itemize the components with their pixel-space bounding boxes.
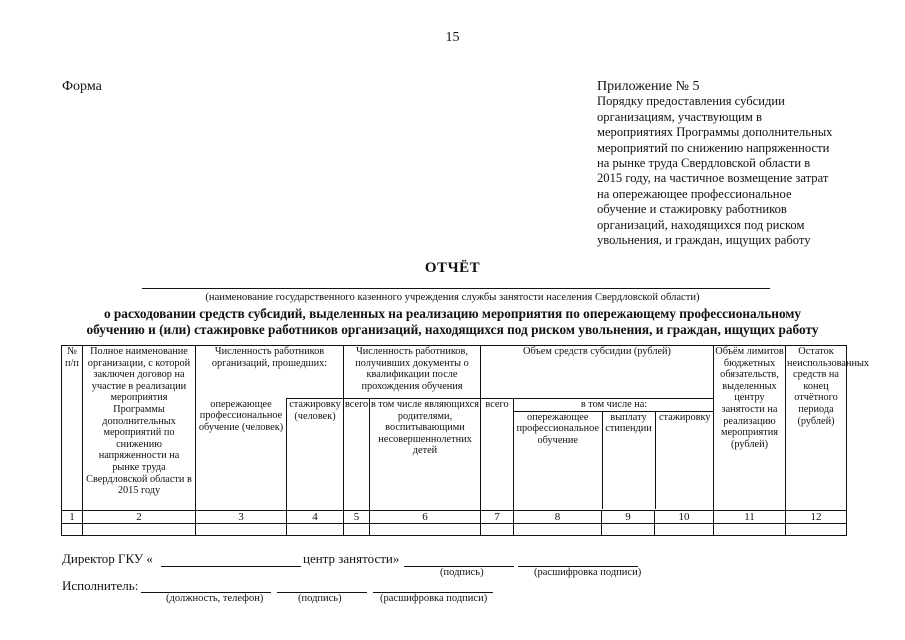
org-name-field-line: [142, 288, 770, 289]
column-number: 1: [62, 511, 83, 524]
column-number: 4: [287, 511, 344, 524]
empty-cell: [370, 524, 481, 536]
appendix-line: обучение и стажировку работников: [597, 202, 787, 217]
appendix-line: организациям, участвующим в: [597, 109, 762, 124]
appendix-line: на рынке труда Свердловской области в: [597, 156, 811, 171]
column-number: 5: [344, 511, 370, 524]
director-signature-caption: (подпись): [440, 567, 484, 578]
column-number: 6: [370, 511, 481, 524]
empty-cell: [514, 524, 602, 536]
appendix-title: Приложение № 5: [597, 79, 700, 94]
appendix-line: мероприятий по снижению напряженности: [597, 140, 830, 155]
director-decoding-caption: (расшифровка подписи): [534, 567, 642, 578]
executor-position-caption: (должность, телефон): [166, 593, 264, 604]
appendix-line: мероприятиях Программы дополнительных: [597, 125, 833, 140]
column-number: 9: [602, 511, 655, 524]
form-label: Форма: [62, 79, 102, 94]
page-number: 15: [445, 30, 460, 45]
header-amount-including: в том числе на:: [514, 399, 714, 411]
empty-cell: [602, 524, 655, 536]
executor-signature-caption: (подпись): [298, 593, 342, 604]
column-number: 11: [714, 511, 786, 524]
empty-cell: [287, 524, 344, 536]
empty-cell: [655, 524, 714, 536]
appendix-line: на опережающее профессиональное: [597, 186, 792, 201]
header-amount-training: опережающее профессиональное обучение: [514, 411, 602, 509]
column-number: 3: [196, 511, 287, 524]
table-row: [62, 524, 847, 536]
empty-cell: [62, 524, 83, 536]
header-subsidy-amount: Объем средств субсидии (рублей): [481, 346, 714, 399]
header-amount-total: всего: [481, 399, 514, 511]
report-table: [61, 345, 870, 536]
director-center-label: центр занятости»: [303, 551, 400, 566]
header-amount-internship: стажировку: [658, 411, 711, 423]
appendix-line: увольнения, и граждан, ищущих работу: [597, 233, 811, 248]
empty-cell: [714, 524, 786, 536]
empty-cell: [786, 524, 847, 536]
header-workers-trained: Численность работников организаций, прошедших:: [196, 346, 344, 399]
header-organization: Полное наименование организации, с которой заключен договор на участие в реализации мероприятия Программы дополнительных мероприятий по снижению напряженности на рынке труда Свердловской области в 2015 году: [83, 346, 196, 511]
column-number: 12: [786, 511, 847, 524]
header-docs-parents: в том числе являющихся родителями, воспитывающими несовершеннолетних детей: [370, 399, 481, 511]
column-number: 8: [514, 511, 602, 524]
subtitle-line: о расходовании средств субсидий, выделенных на реализацию мероприятия по опережающему профессиональному: [103, 306, 802, 321]
amount-breakdown-table: [514, 399, 714, 509]
empty-cell: [83, 524, 196, 536]
header-amount-breakdown: [514, 399, 714, 511]
subtitle-line: обучению и (или) стажировке работников организаций, находящихся под риском увольнения, и граждан, ищущих работу: [86, 321, 819, 337]
header-amount-stipend: выплату стипендии: [602, 411, 655, 509]
director-prefix: Директор ГКУ «: [62, 551, 153, 566]
header-no: № п/п: [62, 346, 83, 511]
header-workers-documents: Численность работников, получивших документы о квалификации после прохождения обучения: [344, 346, 481, 399]
header-docs-total: всего: [344, 399, 370, 511]
column-number: 10: [655, 511, 714, 524]
report-title: ОТЧЁТ: [424, 260, 481, 276]
column-number: 7: [481, 511, 514, 524]
header-workers-training: опережающее профессиональное обучение (человек): [196, 399, 287, 511]
empty-cell: [481, 524, 514, 536]
executor-label: Исполнитель:: [62, 578, 139, 593]
director-center-name-line: [161, 566, 301, 567]
empty-cell: [344, 524, 370, 536]
header-workers-internship: стажировку (человек): [287, 399, 344, 511]
column-number: 2: [83, 511, 196, 524]
appendix-line: 2015 году, на частичное возмещение затрат: [597, 171, 829, 186]
appendix-line: организаций, находящихся под риском: [597, 217, 805, 232]
empty-cell: [196, 524, 287, 536]
executor-decoding-caption: (расшифровка подписи): [380, 593, 488, 604]
header-balance: Остаток неиспользованных средств на конец отчётного периода (рублей): [786, 346, 847, 511]
appendix-line: Порядку предоставления субсидии: [597, 94, 785, 109]
appendix-block: [597, 79, 852, 248]
org-name-caption: (наименование государственного казенного учреждения службы занятости населения Свердловской области): [205, 292, 700, 303]
header-limits: Объём лимитов бюджетных обязательств, выделенных центру занятости на реализацию мероприятия (рублей): [714, 346, 786, 511]
report-subtitle: [0, 306, 905, 337]
